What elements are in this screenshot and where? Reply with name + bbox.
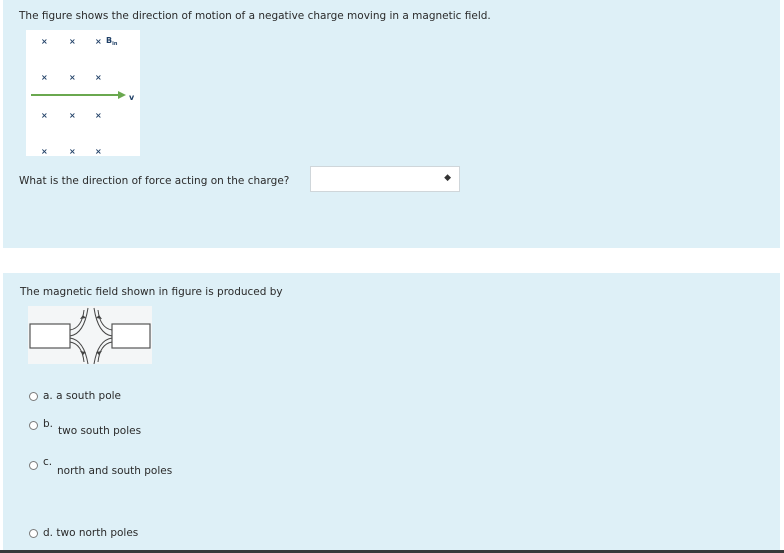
- option-d-text: two north poles: [56, 527, 139, 539]
- field-cross: ×: [69, 111, 76, 120]
- field-cross: ×: [95, 73, 102, 82]
- option-c-text[interactable]: north and south poles: [57, 465, 173, 477]
- question-2-prompt: The magnetic field shown in figure is produced by: [20, 286, 283, 298]
- field-cross: ×: [41, 73, 48, 82]
- svg-text:Bin: [106, 36, 118, 47]
- field-cross: ×: [95, 111, 102, 120]
- right-magnet: [112, 324, 150, 348]
- option-d-letter: d.: [43, 527, 54, 539]
- option-a-radio[interactable]: [29, 392, 38, 401]
- bar-magnets-figure: [28, 306, 152, 364]
- left-magnet: [30, 324, 70, 348]
- option-c-letter: c.: [43, 456, 53, 468]
- option-d-radio[interactable]: [29, 529, 38, 538]
- option-a-label[interactable]: [43, 390, 121, 402]
- velocity-arrow-head: [118, 91, 126, 99]
- field-label-b: B: [106, 36, 113, 45]
- option-c-radio[interactable]: [29, 461, 38, 470]
- question-1-prompt: The figure shows the direction of motion of a negative charge moving in a magnetic field.: [19, 10, 491, 22]
- velocity-label: v: [129, 93, 135, 102]
- option-d-label[interactable]: [43, 527, 138, 539]
- option-b-text[interactable]: two south poles: [58, 425, 142, 437]
- field-cross: ×: [41, 111, 48, 120]
- field-cross: ×: [69, 37, 76, 46]
- field-cross: ×: [69, 147, 76, 156]
- option-b-radio[interactable]: [29, 421, 38, 430]
- field-cross: ×: [95, 37, 102, 46]
- field-label-subscript: in: [112, 41, 118, 47]
- force-direction-select[interactable]: [310, 166, 460, 192]
- field-cross: ×: [41, 147, 48, 156]
- option-a-text: a south pole: [56, 390, 122, 402]
- field-cross: ×: [69, 73, 76, 82]
- question-1-subprompt: What is the direction of force acting on the charge?: [19, 175, 290, 187]
- field-cross: ×: [95, 147, 102, 156]
- option-b-letter: b.: [43, 418, 54, 430]
- field-cross: ×: [41, 37, 48, 46]
- option-a-letter: a.: [43, 390, 53, 402]
- up-down-arrows-icon: ◆: [444, 173, 451, 183]
- magnetic-field-figure: [26, 30, 140, 156]
